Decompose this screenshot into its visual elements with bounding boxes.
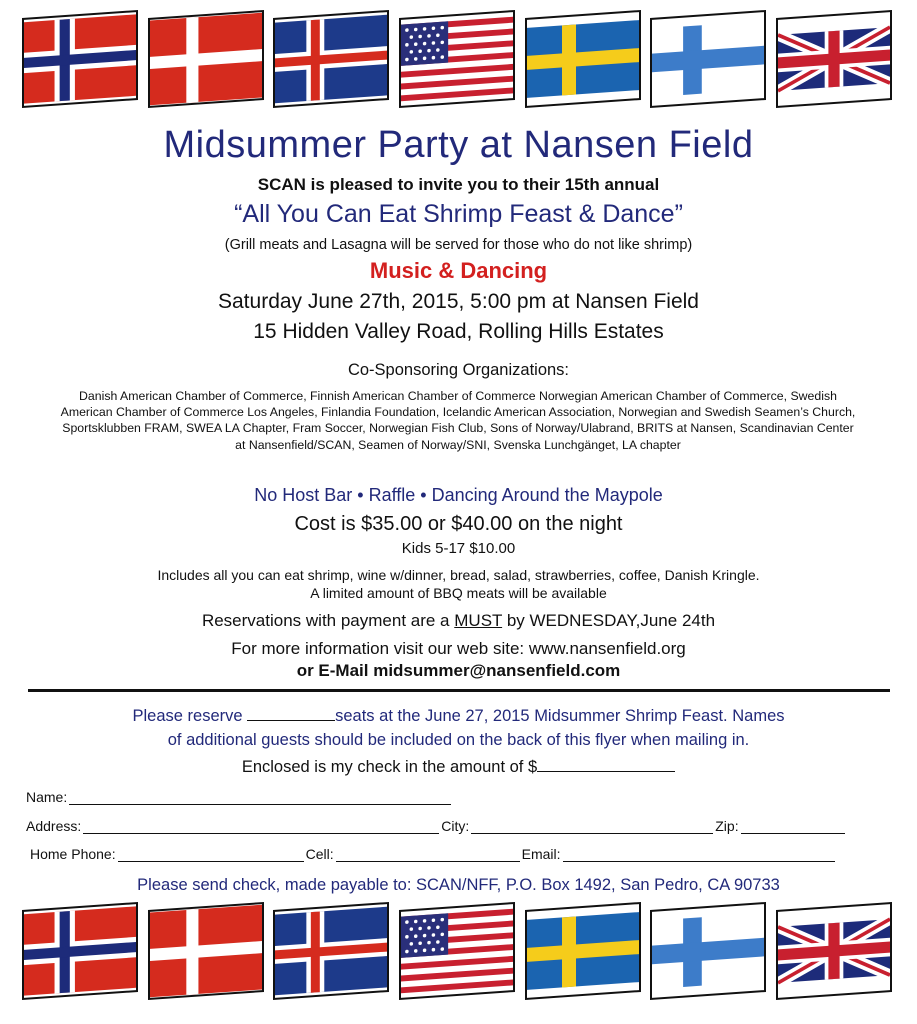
denmark-flag-icon: [148, 10, 264, 108]
cell-label: Cell:: [305, 846, 334, 862]
name-row: [26, 789, 453, 805]
reserve-text: Please reserve: [132, 707, 248, 725]
home-phone-field[interactable]: [118, 847, 304, 862]
reserve-line-1: [0, 706, 917, 726]
email-field[interactable]: [563, 847, 835, 862]
cell-field[interactable]: [336, 847, 520, 862]
email-label: Email:: [521, 846, 561, 862]
kids-price: Kids 5-17 $10.00: [401, 540, 516, 557]
address-row: [26, 818, 847, 834]
reservations-line: [0, 611, 917, 631]
city-field[interactable]: [471, 819, 713, 834]
must-emphasis: MUST: [454, 611, 503, 630]
top-flag-row: [22, 14, 892, 110]
uk-flag-icon: [776, 10, 892, 108]
reserve-line-2: of additional guests should be included on the back of this flyer when mailing in.: [167, 731, 750, 749]
phone-row: [30, 846, 837, 862]
norway-flag-icon: [22, 10, 138, 108]
address-field[interactable]: [83, 819, 439, 834]
bottom-flag-row: [22, 906, 892, 1002]
usa-flag-icon: [399, 902, 515, 1000]
finland-flag-icon: [650, 902, 766, 1000]
cosponsors-heading: Co-Sponsoring Organizations:: [347, 361, 570, 379]
norway-flag-icon: [22, 902, 138, 1000]
website-line: For more information visit our web site: www.nansenfield.org: [231, 639, 686, 658]
feast-title: “All You Can Eat Shrimp Feast & Dance”: [234, 200, 683, 228]
uk-flag-icon: [776, 902, 892, 1000]
city-label: City:: [441, 818, 470, 834]
includes-line: Includes all you can eat shrimp, wine w/dinner, bread, salad, strawberries, coffee, Danish Kringle.: [157, 567, 760, 583]
enclosed-line: [0, 757, 917, 777]
seats-blank[interactable]: [247, 706, 335, 721]
cost-line: Cost is $35.00 or $40.00 on the night: [294, 513, 623, 535]
iceland-flag-icon: [273, 902, 389, 1000]
event-address: 15 Hidden Valley Road, Rolling Hills Estates: [253, 320, 664, 343]
address-label: Address:: [26, 818, 82, 834]
bbq-note: A limited amount of BBQ meats will be available: [310, 585, 607, 601]
iceland-flag-icon: [273, 10, 389, 108]
usa-flag-icon: [399, 10, 515, 108]
reservations-deadline: by WEDNESDAY,June 24th: [502, 611, 716, 630]
page-title: Midsummer Party at Nansen Field: [163, 124, 754, 166]
divider-rule: [28, 689, 890, 692]
music-dancing: Music & Dancing: [369, 258, 548, 283]
enclosed-text: Enclosed is my check in the amount of $: [241, 758, 538, 776]
name-label: Name:: [26, 789, 68, 805]
send-check-line: Please send check, made payable to: SCAN/NFF, P.O. Box 1492, San Pedro, CA 90733: [137, 876, 780, 894]
email-line: or E-Mail midsummer@nansenfield.com: [296, 661, 621, 680]
name-field[interactable]: [69, 790, 451, 805]
home-phone-label: Home Phone:: [30, 846, 116, 862]
zip-label: Zip:: [715, 818, 739, 834]
amount-blank[interactable]: [537, 757, 675, 772]
finland-flag-icon: [650, 10, 766, 108]
sweden-flag-icon: [525, 10, 641, 108]
cosponsors-list: Danish American Chamber of Commerce, Finnish American Chamber of Commerce Norwegian American Chamber of Commerce, Swedish American Chamber of Commerce Los Angeles, Finlandia Foundation, Icelandic American Association, Norwegian and Swedish Seamen’s Church, Sportsklubben FRAM, SWEA LA Chapter, Fram Soccer, Norwegian Fish Club, Sons of Norway/Ulabrand, BRITS at Nansen, Scandinavian Center at Nansenfield/SCAN, Seamen of Norway/SNI, Svenska Lunchgänget, LA chapter: [60, 389, 856, 452]
grill-note: (Grill meats and Lasagna will be served for those who do not like shrimp): [224, 237, 693, 253]
reserve-text-cont: seats at the June 27, 2015 Midsummer Shrimp Feast. Names: [335, 707, 785, 725]
invite-line: SCAN is pleased to invite you to their 15th annual: [257, 175, 660, 194]
extras-line: No Host Bar • Raffle • Dancing Around the Maypole: [254, 485, 663, 505]
sweden-flag-icon: [525, 902, 641, 1000]
zip-field[interactable]: [741, 819, 845, 834]
event-date: Saturday June 27th, 2015, 5:00 pm at Nansen Field: [218, 290, 699, 313]
reservations-text: Reservations with payment are a: [201, 611, 455, 630]
denmark-flag-icon: [148, 902, 264, 1000]
